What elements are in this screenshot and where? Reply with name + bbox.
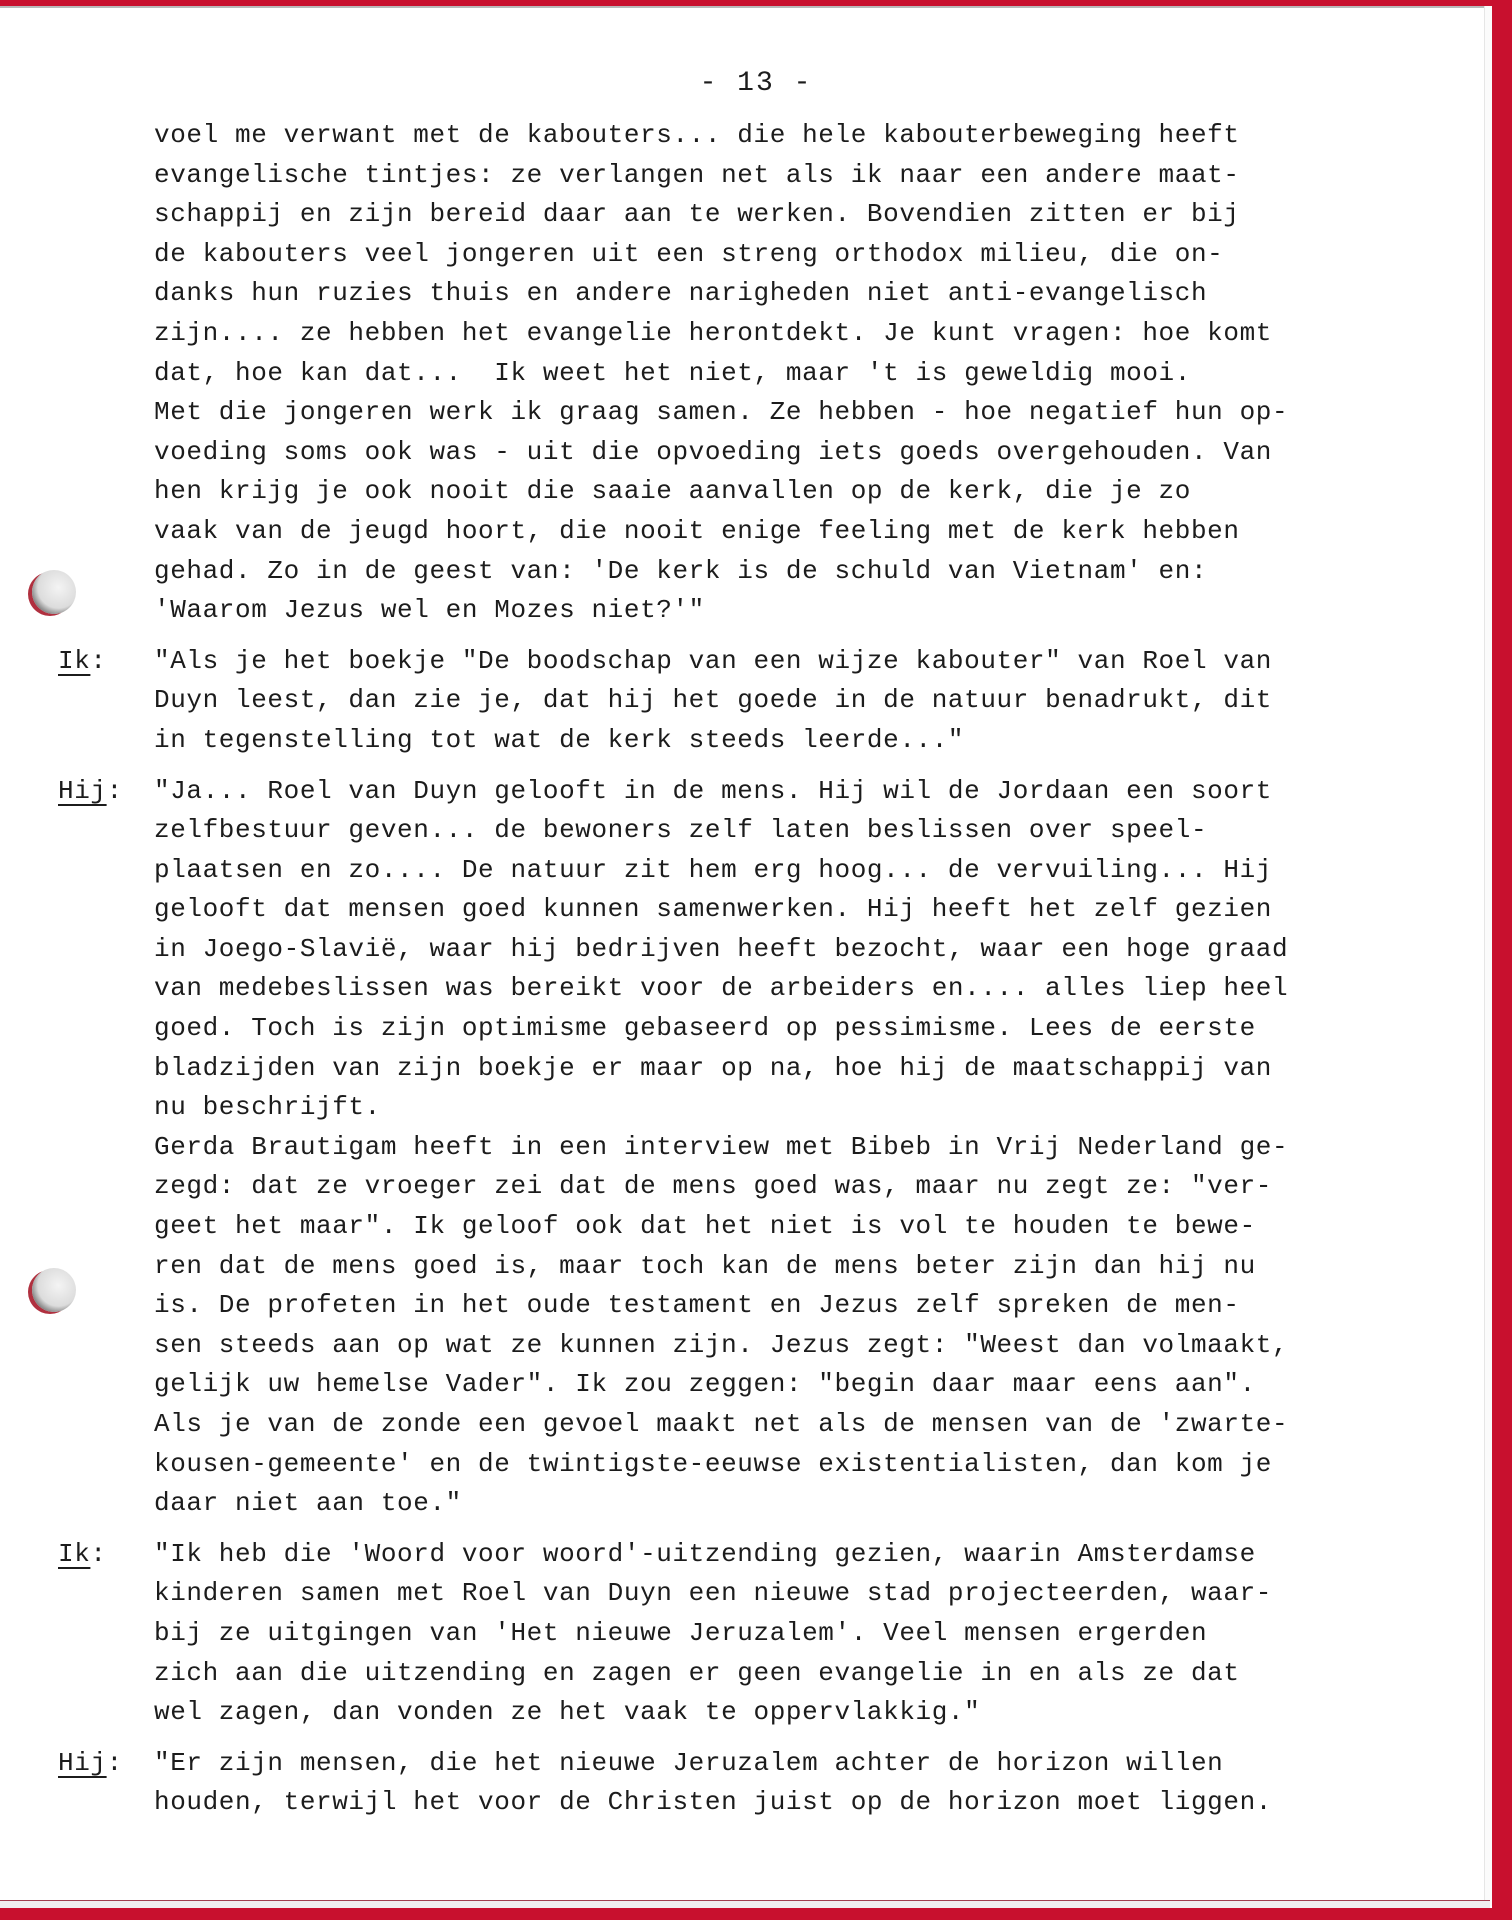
- text-line: is. De profeten in het oude testament en Jezus zelf spreken de men-: [154, 1290, 1240, 1321]
- text-line: Als je van de zonde een gevoel maakt net als de mensen van de 'zwarte-: [154, 1409, 1289, 1439]
- text-line: "Ik heb die 'Woord voor woord'-uitzending gezien, waarin Amsterdamse: [154, 1538, 1256, 1569]
- text-line: voel me verwant met de kabouters... die hele kabouterbeweging heeft: [154, 120, 1240, 150]
- text-line: plaatsen en zo.... De natuur zit hem erg hoog... de vervuiling... Hij: [154, 854, 1272, 885]
- speaker-name: Ik: [58, 1538, 91, 1569]
- text-line: zich aan die uitzending en zagen er geen evangelie in en als ze dat: [154, 1657, 1240, 1688]
- text-line: geet het maar". Ik geloof ook dat het niet is vol te houden te bewe-: [154, 1211, 1256, 1242]
- text-line: gelooft dat mensen goed kunnen samenwerken. Hij heeft het zelf gezien: [154, 894, 1272, 925]
- text-line: danks hun ruzies thuis en andere narigheden niet anti-evangelisch: [154, 278, 1208, 309]
- text-line: Gerda Brautigam heeft in een interview met Bibeb in Vrij Nederland ge-: [154, 1131, 1289, 1162]
- paper-edge-top: [0, 6, 1484, 8]
- dialogue-ik-1: [58, 642, 1484, 761]
- speaker-name: Hij: [58, 775, 107, 806]
- text-line: daar niet aan toe.": [154, 1488, 462, 1519]
- text-line: goed. Toch is zijn optimisme gebaseerd op pessimisme. Lees de eerste: [154, 1013, 1256, 1044]
- text-line: gehad. Zo in de geest van: 'De kerk is de schuld van Vietnam' en:: [154, 555, 1208, 586]
- text-line: kinderen samen met Roel van Duyn een nieuwe stad projecteerden, waar-: [154, 1578, 1272, 1609]
- paper-edge-bottom: [0, 1900, 1490, 1908]
- punch-hole-icon: [32, 570, 76, 614]
- speaker-name: Ik: [58, 645, 91, 676]
- speaker-label: Hij:: [58, 1747, 123, 1778]
- text-line: in Joego-Slavië, waar hij bedrijven heeft bezocht, waar een hoge graad: [154, 933, 1289, 964]
- text-line: bladzijden van zijn boekje er maar op na, hoe hij de maatschappij van: [154, 1052, 1272, 1083]
- document-body: [58, 116, 1484, 1823]
- text-line: "Als je het boekje "De boodschap van een wijze kabouter" van Roel van: [154, 645, 1272, 676]
- dialogue-hij-2: [58, 1744, 1484, 1823]
- text-line: zelfbestuur geven... de bewoners zelf laten beslissen over speel-: [154, 815, 1208, 846]
- text-line: vaak van de jeugd hoort, die nooit enige feeling met de kerk hebben: [154, 515, 1240, 546]
- speaker-label: Ik:: [58, 645, 107, 676]
- text-line: 'Waarom Jezus wel en Mozes niet?'": [154, 595, 705, 626]
- text-line: evangelische tintjes: ze verlangen net als ik naar een andere maat-: [154, 159, 1240, 190]
- text-line: van medebeslissen was bereikt voor de arbeiders en.... alles liep heel: [154, 973, 1289, 1004]
- text-line: Duyn leest, dan zie je, dat hij het goede in de natuur benadrukt, dit: [154, 685, 1272, 716]
- text-line: zijn.... ze hebben het evangelie herontdekt. Je kunt vragen: hoe komt: [154, 317, 1272, 348]
- text-line: houden, terwijl het voor de Christen juist op de horizon moet liggen.: [154, 1787, 1272, 1818]
- text-line: schappij en zijn bereid daar aan te werken. Bovendien zitten er bij: [154, 199, 1240, 230]
- punch-hole-icon: [32, 1268, 76, 1312]
- text-line: Met die jongeren werk ik graag samen. Ze hebben - hoe negatief hun op-: [154, 397, 1289, 428]
- text-line: hen krijg je ook nooit die saaie aanvallen op de kerk, die je zo: [154, 476, 1191, 507]
- red-border-bottom: [0, 1908, 1512, 1920]
- text-line: nu beschrijft.: [154, 1092, 381, 1123]
- text-line: gelijk uw hemelse Vader". Ik zou zeggen: "begin daar maar eens aan".: [154, 1369, 1256, 1400]
- text-line: de kabouters veel jongeren uit een streng orthodox milieu, die on-: [154, 238, 1224, 269]
- paper-edge-right: [1484, 6, 1492, 1906]
- speaker-name: Hij: [58, 1747, 107, 1778]
- text-line: sen steeds aan op wat ze kunnen zijn. Jezus zegt: "Weest dan volmaakt,: [154, 1329, 1289, 1360]
- text-line: wel zagen, dan vonden ze het vaak te oppervlakkig.": [154, 1697, 981, 1728]
- dialogue-ik-2: [58, 1535, 1484, 1733]
- text-line: voeding soms ook was - uit die opvoeding iets goeds overgehouden. Van: [154, 436, 1272, 467]
- text-line: dat, hoe kan dat... Ik weet het niet, maar 't is geweldig mooi.: [154, 357, 1191, 388]
- paragraph-continuation: [154, 116, 1484, 631]
- page-number: - 13 -: [699, 68, 813, 99]
- text-line: "Ja... Roel van Duyn gelooft in de mens. Hij wil de Jordaan een soort: [154, 775, 1272, 806]
- text-line: bij ze uitgingen van 'Het nieuwe Jeruzalem'. Veel mensen ergerden: [154, 1617, 1208, 1648]
- text-line: ren dat de mens goed is, maar toch kan de mens beter zijn dan hij nu: [154, 1250, 1256, 1281]
- text-line: kousen-gemeente' en de twintigste-eeuwse existentialisten, dan kom je: [154, 1448, 1272, 1479]
- speaker-label: Ik:: [58, 1538, 107, 1569]
- text-line: "Er zijn mensen, die het nieuwe Jeruzalem achter de horizon willen: [154, 1747, 1224, 1778]
- text-line: in tegenstelling tot wat de kerk steeds leerde...": [154, 724, 965, 755]
- dialogue-hij-1: [58, 772, 1484, 1524]
- speaker-label: Hij:: [58, 775, 123, 806]
- text-line: zegd: dat ze vroeger zei dat de mens goed was, maar nu zegt ze: "ver-: [154, 1171, 1272, 1202]
- red-border-right: [1492, 0, 1512, 1920]
